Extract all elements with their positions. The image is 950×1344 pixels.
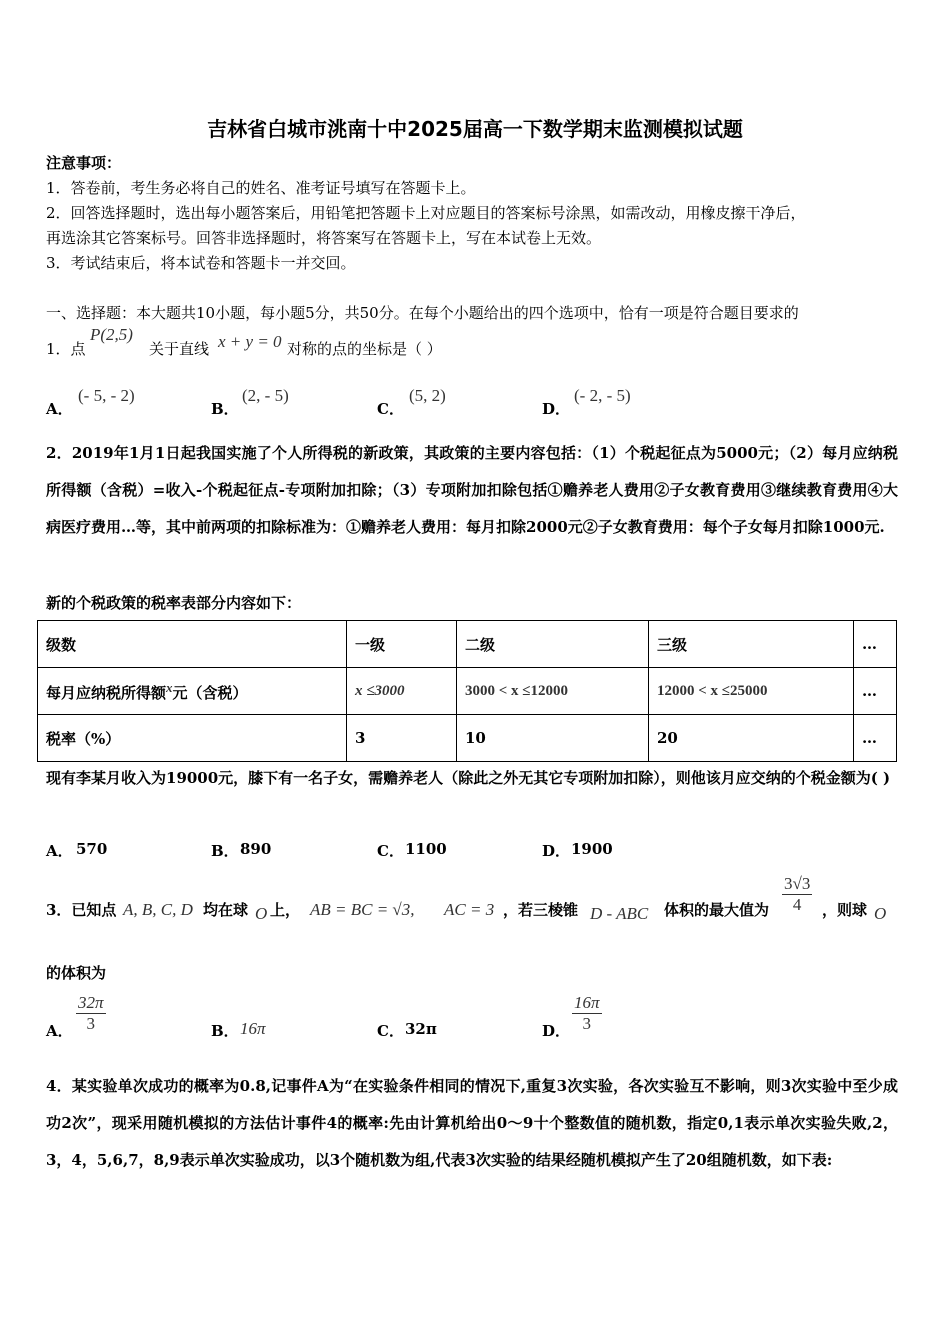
- q3-condition-2: AC = 3: [444, 900, 495, 919]
- table-cell: [38, 668, 347, 715]
- q1-point: P(2,5): [90, 325, 133, 344]
- table-cell: 税率（%）: [38, 715, 347, 762]
- page-title: 吉林省白城市洮南十中2025届高一下数学期末监测模拟试题: [207, 117, 743, 141]
- q1-option-a-label[interactable]: A．: [46, 400, 73, 418]
- q3-text-1: 均在球: [203, 901, 249, 919]
- q1-option-a-value: (- 5, - 2): [78, 386, 135, 405]
- q3-option-d-label[interactable]: D．: [542, 1022, 571, 1040]
- notice-item-3: 3．考试结束后，将本试卷和答题卡一并交回。: [46, 254, 356, 272]
- notice-item-1: 1．答卷前，考生务必将自己的姓名、准考证号填写在答题卡上。: [46, 179, 476, 197]
- q3-condition-1: AB = BC = √3,: [310, 900, 415, 919]
- q3-option-a-value: [76, 993, 106, 1034]
- q2-option-d-value: 1900: [571, 840, 613, 858]
- table-cell: …: [854, 715, 897, 762]
- q1-number: 1．点: [46, 340, 86, 358]
- q1-option-b-label[interactable]: B．: [211, 400, 239, 418]
- q3-max-volume: [782, 874, 812, 915]
- q4-text: 4．某实验单次成功的概率为0.8,记事件A为“在实验条件相同的情况下,重复3次实验，各次实验互不影响，则3次实验中至少成功2次”，现采用随机模拟的方法估计事件4的概率:先由计算机给出0～9十个整数值的随机数，指定0,1表示单次实验失败,2，3，4，5,6,7，8,9表示单次实验成功，以3个随机数为组,代表3次实验的结果经随机模拟产生了20组随机数，如下表:: [46, 1077, 898, 1169]
- q1-option-d-label[interactable]: D．: [542, 400, 571, 418]
- q2-option-d-label[interactable]: D．: [542, 842, 571, 860]
- q3-option-a-label[interactable]: A．: [46, 1022, 73, 1040]
- fraction-denominator: 3: [582, 1014, 592, 1033]
- q3-option-b-value: 16π: [240, 1019, 266, 1038]
- row-unit: 元（含税）: [172, 683, 248, 702]
- tax-rate-table: [37, 620, 897, 762]
- table-cell: 3: [347, 715, 457, 762]
- fraction-denominator: 4: [792, 895, 802, 914]
- table-cell: …: [854, 621, 897, 668]
- fraction-numerator: 32π: [78, 993, 104, 1012]
- q3-text-4: 体积的最大值为: [664, 901, 770, 919]
- fraction-numerator: 16π: [574, 993, 600, 1012]
- row-label: 每月应纳税所得额: [46, 683, 167, 702]
- notice-item-2-line-1: 2．回答选择题时，选出每小题答案后，用铅笔把答题卡上对应题目的答案标号涂黑，如需改动，用橡皮擦干净后，: [46, 204, 806, 222]
- table-cell: 三级: [649, 621, 854, 668]
- q3-ball-2: O: [874, 904, 887, 923]
- q1-option-b-value: (2, - 5): [242, 386, 289, 405]
- q3-option-c-value: 32π: [405, 1020, 437, 1038]
- q2-table-intro: 新的个税政策的税率表部分内容如下：: [46, 594, 302, 612]
- table-row: [38, 715, 897, 762]
- q1-mid-text: 关于直线: [149, 340, 210, 358]
- q3-option-d-value: [572, 993, 602, 1034]
- table-row: [38, 621, 897, 668]
- q2-option-c-value: 1100: [405, 840, 447, 858]
- q2-option-b-label[interactable]: B．: [211, 842, 239, 860]
- q2-text: 2．2019年1月1日起我国实施了个人所得税的新政策，其政策的主要内容包括：（1）个税起征点为5000元；（2）每月应纳税所得额（含税）=收入-个税起征点-专项附加扣除；（3）专项附加扣除包括①赡养老人费用②子女教育费用③继续教育费用④大病医疗费用…等，其中前两项的扣除标准为：①赡养老人费用：每月扣除2000元②子女教育费用：每个子女每月扣除1000元.: [46, 444, 898, 536]
- table-cell: 一级: [347, 621, 457, 668]
- q1-option-c-value: (5, 2): [409, 386, 446, 405]
- q3-text-3: ，若三棱锥: [503, 901, 579, 919]
- table-cell: 12000 < x ≤25000: [649, 668, 854, 715]
- q2-option-b-value: 890: [240, 840, 272, 858]
- q2-question: 现有李某月收入为19000元，膝下有一名子女，需赡养老人（除此之外无其它专项附加扣除），则他该月应交纳的个税金额为( ): [46, 769, 891, 787]
- table-cell: 二级: [457, 621, 649, 668]
- q3-text-5: ，则球: [822, 901, 868, 919]
- table-cell: 3000 < x ≤12000: [457, 668, 649, 715]
- q2-option-c-label[interactable]: C．: [377, 842, 404, 860]
- q3-option-b-label[interactable]: B．: [211, 1022, 239, 1040]
- q3-ball: O: [255, 904, 268, 923]
- notice-item-2-line-2: 再选涂其它答案标号。回答非选择题时，将答案写在答题卡上，写在本试卷上无效。: [46, 229, 602, 247]
- table-row: [38, 668, 897, 715]
- table-cell: x ≤3000: [347, 668, 457, 715]
- row-variable: x: [166, 679, 173, 695]
- q1-option-d-value: (- 2, - 5): [574, 386, 631, 405]
- table-cell: …: [854, 668, 897, 715]
- table-cell: 10: [457, 715, 649, 762]
- q3-text-2: 上，: [270, 901, 301, 919]
- fraction-denominator: 3: [86, 1014, 96, 1033]
- notice-heading: 注意事项：: [46, 154, 122, 172]
- q3-tetrahedron: D - ABC: [590, 904, 649, 923]
- table-cell: 20: [649, 715, 854, 762]
- q2-option-a-value: 570: [76, 840, 108, 858]
- q3-line-2: 的体积为: [46, 964, 107, 982]
- q2-option-a-label[interactable]: A．: [46, 842, 73, 860]
- q1-option-c-label[interactable]: C．: [377, 400, 404, 418]
- q1-line-equation: x + y = 0: [218, 332, 282, 351]
- q3-option-c-label[interactable]: C．: [377, 1022, 404, 1040]
- q3-number: 3．已知点: [46, 901, 117, 919]
- q1-tail-text: 对称的点的坐标是（ ）: [287, 340, 442, 358]
- q3-points: A, B, C, D: [123, 900, 193, 919]
- fraction-numerator: 3√3: [784, 874, 811, 893]
- table-cell: 级数: [38, 621, 347, 668]
- section-1-heading: 一、选择题：本大题共10小题，每小题5分，共50分。在每个小题给出的四个选项中，恰有一项是符合题目要求的: [46, 304, 799, 322]
